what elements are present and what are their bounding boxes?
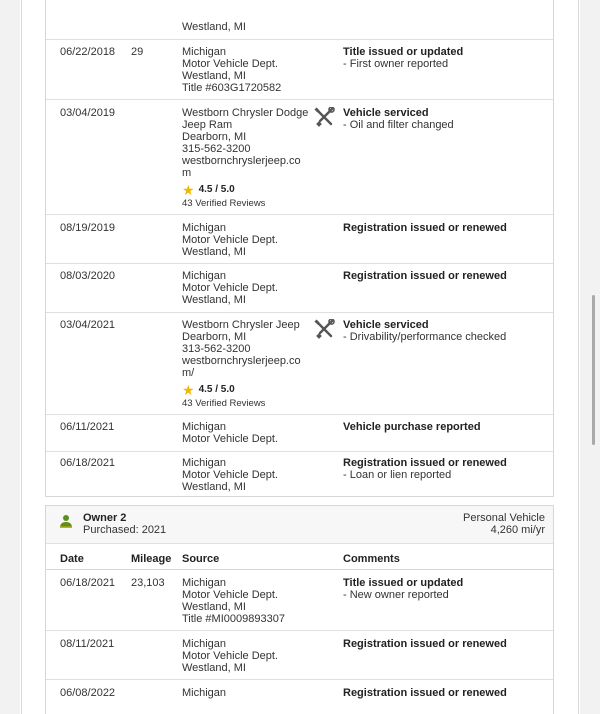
record-date: 06/08/2022: [60, 687, 116, 699]
record-date: 08/19/2019: [60, 222, 116, 234]
table-row: [46, 215, 553, 264]
record-date: 06/22/2018: [60, 46, 116, 58]
record-mileage: 23,103: [131, 577, 165, 589]
record-comments: Vehicle serviced - Drivability/performance checked: [343, 319, 507, 343]
record-comments: Title issued or updated - First owner reported: [343, 46, 464, 70]
column-header-comments: Comments: [343, 553, 400, 565]
owner-purchased: Purchased: 2021: [83, 524, 167, 536]
page-margin-right: [580, 0, 600, 714]
column-header-source: Source: [182, 553, 220, 565]
record-date: 06/11/2021: [60, 421, 115, 433]
table-row: [46, 100, 553, 215]
record-source: Michigan Motor Vehicle Dept. Westland, MI: [182, 270, 278, 306]
table-row: [46, 40, 553, 100]
record-mileage: 29: [131, 46, 144, 58]
owner1-history-card: [45, 0, 554, 497]
table-row: [46, 0, 553, 40]
record-comments: Registration issued or renewed - Loan or lien reported: [343, 457, 507, 481]
table-header: [46, 544, 553, 570]
record-source: Michigan: [182, 687, 227, 699]
scrollbar-thumb[interactable]: [592, 295, 595, 445]
record-date: 03/04/2019: [60, 107, 116, 119]
column-header-mileage: Mileage: [131, 553, 172, 565]
verified-reviews-link[interactable]: 43 Verified Reviews: [182, 198, 266, 209]
record-date: 08/03/2020: [60, 270, 116, 282]
record-source: Michigan Motor Vehicle Dept. Westland, MI: [182, 222, 278, 258]
record-source: Michigan Motor Vehicle Dept. Westland, MI: [182, 457, 278, 493]
table-row: [46, 415, 553, 452]
owner-title: Owner 2: [83, 512, 127, 524]
record-source: Michigan Motor Vehicle Dept. Westland, MI Title #603G1720582: [182, 46, 282, 94]
table-row: [46, 452, 553, 497]
source-fragment: Westland, MI: [182, 21, 246, 33]
verified-reviews-link[interactable]: 43 Verified Reviews: [182, 398, 266, 409]
annual-mileage: 4,260 mi/yr: [490, 524, 545, 536]
table-row: [46, 313, 553, 415]
record-source: Michigan Motor Vehicle Dept. Westland, MI Title #MI0009893307: [182, 577, 285, 625]
record-source: Westborn Chrysler Dodge Jeep Ram Dearborn, MI 315-562-3200 westbornchryslerjeep.co m ★ 4.5 / 5.0 43 Verified Reviews: [182, 107, 312, 210]
record-source: Michigan Motor Vehicle Dept. Westland, MI: [182, 638, 278, 674]
star-icon: ★: [182, 182, 195, 198]
record-date: 06/18/2021: [60, 457, 116, 469]
record-source: Westborn Chrysler Jeep Dearborn, MI 313-562-3200 westbornchryslerjeep.co m/ ★ 4.5 / 5.0 43 Verified Reviews: [182, 319, 312, 410]
record-date: 06/18/2021: [60, 577, 116, 589]
page-margin-left: [0, 0, 20, 714]
record-comments: Vehicle purchase reported: [343, 421, 481, 433]
record-comments: Title issued or updated - New owner reported: [343, 577, 464, 601]
wrench-screwdriver-icon: [314, 107, 336, 130]
dealer-rating[interactable]: ★ 4.5 / 5.0: [182, 382, 235, 398]
table-row: [46, 264, 553, 313]
right-divider: [578, 0, 579, 714]
star-icon: ★: [182, 382, 195, 398]
person-icon: [60, 514, 72, 528]
record-comments: Registration issued or renewed: [343, 270, 507, 282]
wrench-screwdriver-icon: [314, 319, 336, 342]
table-row: [46, 570, 553, 631]
record-source: Michigan Motor Vehicle Dept.: [182, 421, 278, 445]
record-comments: Registration issued or renewed: [343, 222, 507, 234]
table-row: [46, 631, 553, 680]
column-header-date: Date: [60, 553, 84, 565]
left-divider: [21, 0, 22, 714]
record-comments: Registration issued or renewed: [343, 638, 507, 650]
owner2-history-card: [45, 505, 554, 714]
record-comments: Vehicle serviced - Oil and filter changed: [343, 107, 454, 131]
vehicle-type: Personal Vehicle: [463, 512, 545, 524]
table-row: [46, 680, 553, 714]
dealer-rating[interactable]: ★ 4.5 / 5.0: [182, 182, 235, 198]
owner-header: [46, 506, 553, 544]
record-comments: Registration issued or renewed: [343, 687, 507, 699]
record-date: 03/04/2021: [60, 319, 116, 331]
record-date: 08/11/2021: [60, 638, 115, 650]
